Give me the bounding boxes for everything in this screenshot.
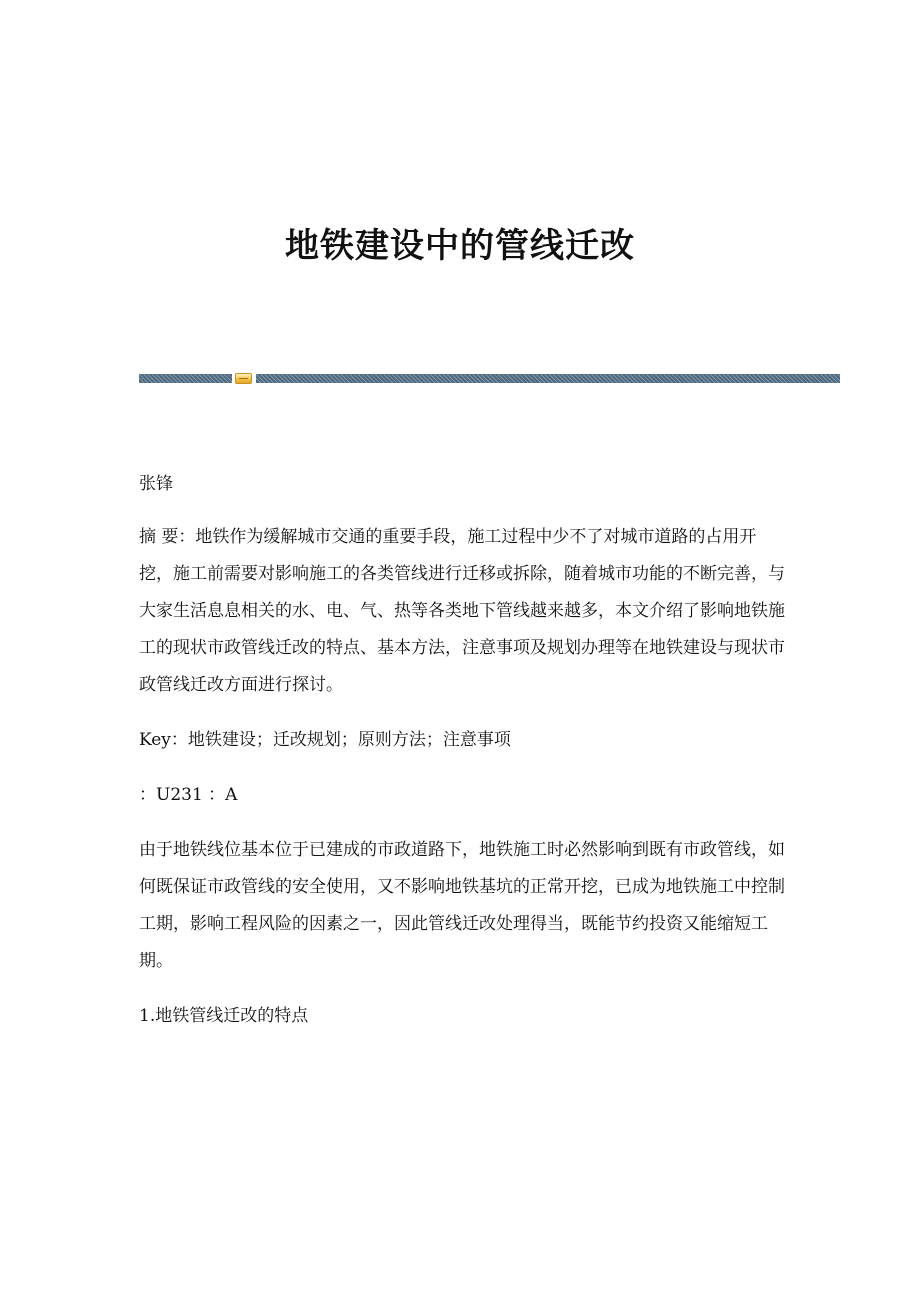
section-heading: 1.地铁管线迁改的特点 <box>139 1006 309 1026</box>
divider-right <box>256 374 840 383</box>
abstract-paragraph: 摘 要：地铁作为缓解城市交通的重要手段，施工过程中少不了对城市道路的占用开挖，施工前需要对影响施工的各类管线进行迁移或拆除，随着城市功能的不断完善，与大家生活息息相关的水、电、气、热等各类地下管线越来越多，本文介绍了影响地铁施工的现状市政管线迁改的特点、基本方法，注意事项及规划办理等在地铁建设与现状市政管线迁改方面进行探讨。 <box>139 527 785 695</box>
document-title: 地铁建设中的管线迁改 <box>285 226 635 266</box>
document-body <box>139 466 789 1053</box>
keywords-line: Key：地铁建设；迁改规划；原则方法；注意事项 <box>139 730 511 750</box>
divider-left <box>139 374 232 383</box>
divider-emblem-icon <box>235 373 252 384</box>
classification-line: ：U231 ：A <box>139 785 238 805</box>
author-name: 张锋 <box>139 474 173 494</box>
intro-paragraph: 由于地铁线位基本位于已建成的市政道路下，地铁施工时必然影响到既有市政管线，如何既保证市政管线的安全使用，又不影响地铁基坑的正常开挖，已成为地铁施工中控制工期，影响工程风险的因素之一，因此管线迁改处理得当，既能节约投资又能缩短工期。 <box>139 840 785 971</box>
